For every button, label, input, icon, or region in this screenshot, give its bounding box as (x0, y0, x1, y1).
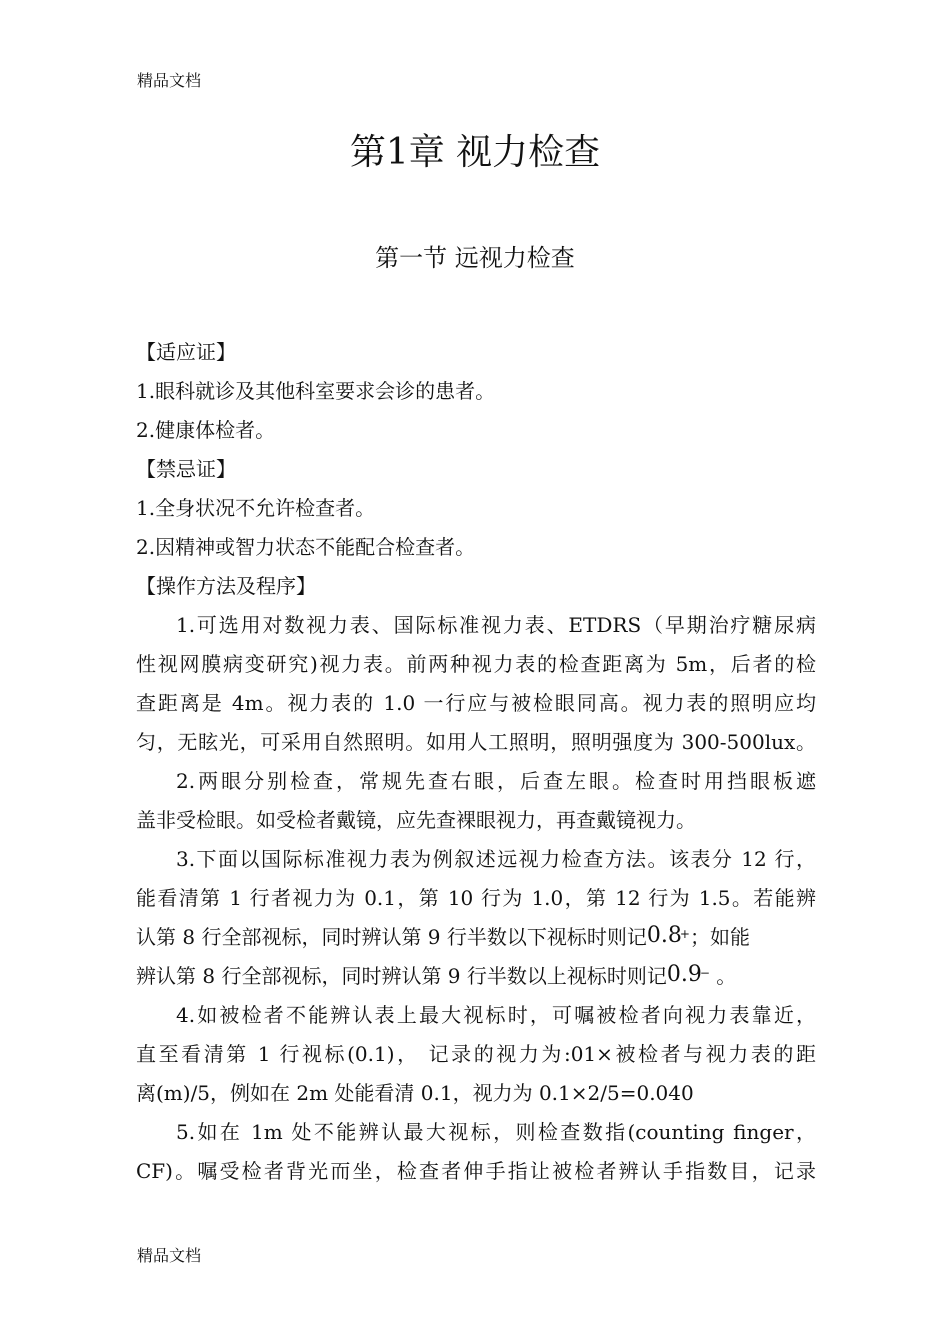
paragraph-line: 匀，无眩光，可采用自然照明。如用人工照明，照明强度为 300-500lux。 (136, 730, 816, 754)
acuity-mark: − (699, 966, 710, 980)
paragraph-line: 直至看清第 1 行视标(0.1)， 记录的视力为:01×被检者与视力表的距 (136, 1042, 816, 1066)
page-footer: 精品文档 (137, 1246, 202, 1265)
paragraph-text: 。 (709, 964, 737, 988)
paragraph-text: 认第 8 行全部视标，同时辨认第 9 行半数以下视标时则记 (136, 925, 647, 949)
contraindication-item: 2.因精神或智力状态不能配合检查者。 (136, 535, 476, 559)
indication-item: 1.眼科就诊及其他科室要求会诊的患者。 (136, 379, 496, 403)
contraindications-heading: 【禁忌证】 (136, 457, 236, 481)
visual-acuity-value (667, 962, 710, 986)
paragraph-text: ；如能 (689, 925, 750, 949)
paragraph-line: 性视网膜病变研究)视力表。前两种视力表的检查距离为 5m，后者的检 (136, 652, 816, 676)
indications-heading: 【适应证】 (136, 340, 236, 364)
section-title: 第一节 远视力检查 (375, 244, 575, 272)
document-body (136, 333, 816, 1191)
acuity-number: 0.9 (666, 962, 702, 987)
paragraph-line: 4.如被检者不能辨认表上最大视标时，可嘱被检者向视力表靠近， (176, 1003, 816, 1027)
acuity-number: 0.8 (646, 923, 682, 948)
page-header: 精品文档 (137, 71, 202, 90)
paragraph-line: 查距离是 4m。视力表的 1.0 一行应与被检眼同高。视力表的照明应均 (136, 691, 816, 715)
paragraph-line: 3.下面以国际标准视力表为例叙述远视力检查方法。该表分 12 行， (176, 847, 816, 871)
paragraph-line: 盖非受检眼。如受检者戴镜，应先查裸眼视力，再查戴镜视力。 (136, 808, 696, 832)
contraindication-item: 1.全身状况不允许检查者。 (136, 496, 376, 520)
indication-item: 2.健康体检者。 (136, 418, 276, 442)
paragraph-line: 5.如在 1m 处不能辨认最大视标，则检查数指(counting finger， (176, 1120, 816, 1144)
method-heading: 【操作方法及程序】 (136, 574, 316, 598)
paragraph-line: CF)。嘱受检者背光而坐，检查者伸手指让被检者辨认手指数目，记录 (136, 1159, 816, 1183)
visual-acuity-value (647, 923, 690, 947)
paragraph-line: 1.可选用对数视力表、国际标准视力表、ETDRS（早期治疗糖尿病 (176, 613, 816, 637)
paragraph-line (136, 957, 816, 996)
paragraph-line (136, 918, 816, 957)
chapter-title: 第1章 视力检查 (349, 132, 601, 173)
paragraph-line: 离(m)/5，例如在 2m 处能看清 0.1，视力为 0.1×2/5=0.040 (136, 1081, 694, 1105)
acuity-mark: + (679, 927, 690, 941)
paragraph-line: 2.两眼分别检查，常规先查右眼，后查左眼。检查时用挡眼板遮 (176, 769, 816, 793)
paragraph-text: 辨认第 8 行全部视标，同时辨认第 9 行半数以上视标时则记 (136, 964, 667, 988)
paragraph-line: 能看清第 1 行者视力为 0.1，第 10 行为 1.0，第 12 行为 1.5。若能辨 (136, 886, 816, 910)
